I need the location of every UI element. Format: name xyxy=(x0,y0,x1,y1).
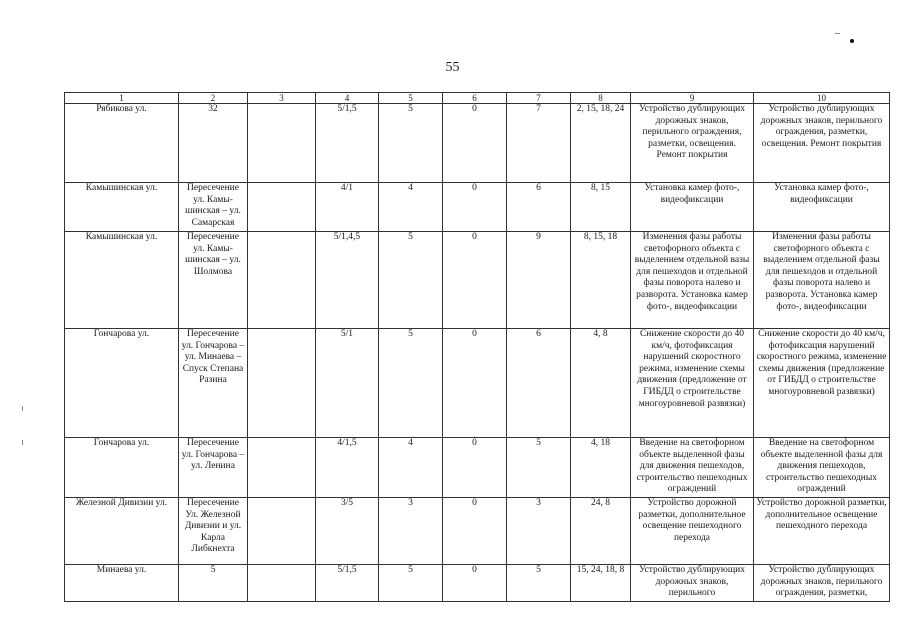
value-cell: 0 xyxy=(443,438,507,498)
measures-cell: Устройство дублирующих дорожных знаков, перильного ограждения, разметки, освещения. Ремонт покрытия xyxy=(631,104,754,183)
column-header: 7 xyxy=(507,93,571,104)
value-cell: 0 xyxy=(443,183,507,232)
value-cell: 3 xyxy=(379,498,443,565)
factor-codes-cell: 24, 8 xyxy=(571,498,631,565)
column-header: 1 xyxy=(65,93,179,104)
scan-mark xyxy=(22,406,23,411)
scan-mark xyxy=(835,33,840,34)
value-cell: 6 xyxy=(507,329,571,438)
value-cell: 4/1 xyxy=(316,183,379,232)
measures-cell: Установка камер фото-, видеофиксации xyxy=(754,183,890,232)
location-cell: Пересечение ул. Гончарова – ул. Ленина xyxy=(179,438,248,498)
factor-codes-cell: 8, 15 xyxy=(571,183,631,232)
column-header: 6 xyxy=(443,93,507,104)
value-cell: 5/1,5 xyxy=(316,565,379,602)
empty-cell xyxy=(248,183,316,232)
street-cell: Рябикова ул. xyxy=(65,104,179,183)
value-cell: 6 xyxy=(507,183,571,232)
table-row xyxy=(65,438,890,498)
scan-mark xyxy=(22,440,23,445)
factor-codes-cell: 4, 18 xyxy=(571,438,631,498)
value-cell: 0 xyxy=(443,232,507,329)
street-cell: Железной Дивизии ул. xyxy=(65,498,179,565)
street-cell: Камышинская ул. xyxy=(65,183,179,232)
street-cell: Камышинская ул. xyxy=(65,232,179,329)
column-header: 5 xyxy=(379,93,443,104)
value-cell: 9 xyxy=(507,232,571,329)
measures-cell: Изменения фазы работы светофорного объекта с выделением отдельной фазы для пешеходов и отдельной фазы поворота налево и разворота. Установка камер фото-, видеофиксации xyxy=(754,232,890,329)
value-cell: 4 xyxy=(379,438,443,498)
empty-cell xyxy=(248,329,316,438)
location-cell: Пересечение ул. Гончарова – ул. Минаева – Спуск Степана Разина xyxy=(179,329,248,438)
empty-cell xyxy=(248,232,316,329)
location-cell: 5 xyxy=(179,565,248,602)
table-row xyxy=(65,565,890,602)
measures-cell: Снижение скорости до 40 км/ч, фотофиксация нарушений скоростного режима, изменение схемы движения (предложение от ГИБДД о строительстве многоуровневой развязки) xyxy=(631,329,754,438)
value-cell: 0 xyxy=(443,104,507,183)
value-cell: 4 xyxy=(379,183,443,232)
value-cell: 3 xyxy=(507,498,571,565)
column-header: 9 xyxy=(631,93,754,104)
measures-cell: Установка камер фото-, видеофиксации xyxy=(631,183,754,232)
value-cell: 5 xyxy=(379,329,443,438)
table-row xyxy=(65,104,890,183)
value-cell: 5/1,4,5 xyxy=(316,232,379,329)
measures-cell: Устройство дублирующих дорожных знаков, перильного ограждения, разметки, освещения. Ремонт покрытия xyxy=(754,104,890,183)
measures-cell: Изменения фазы работы светофорного объекта с выделением отдельной вазы для пешеходов и отдельной фазы поворота налево и разворота. Установка камер фото-, видеофиксации xyxy=(631,232,754,329)
data-table xyxy=(64,92,890,602)
factor-codes-cell: 15, 24, 18, 8 xyxy=(571,565,631,602)
street-cell: Минаева ул. xyxy=(65,565,179,602)
column-header: 8 xyxy=(571,93,631,104)
column-header: 3 xyxy=(248,93,316,104)
header-row xyxy=(65,93,890,104)
page-number: 55 xyxy=(445,60,460,75)
factor-codes-cell: 8, 15, 18 xyxy=(571,232,631,329)
value-cell: 5/1 xyxy=(316,329,379,438)
measures-cell: Введение на светофорном объекте выделенной фазы для движения пешеходов, строительство пешеходных ограждений xyxy=(631,438,754,498)
table-row xyxy=(65,232,890,329)
factor-codes-cell: 2, 15, 18, 24 xyxy=(571,104,631,183)
measures-cell: Устройство дублирующих дорожных знаков, перильного xyxy=(631,565,754,602)
column-header: 2 xyxy=(179,93,248,104)
measures-cell: Снижение скорости до 40 км/ч, фотофиксация нарушений скоростного режима, изменение схемы движения (предложение от ГИБДД о строительстве многоуровневой развязки) xyxy=(754,329,890,438)
table-row xyxy=(65,498,890,565)
value-cell: 7 xyxy=(507,104,571,183)
table-row xyxy=(65,183,890,232)
value-cell: 3/5 xyxy=(316,498,379,565)
measures-cell: Устройство дорожной разметки, дополнительное освещение пешеходного перехода xyxy=(754,498,890,565)
empty-cell xyxy=(248,104,316,183)
column-header: 10 xyxy=(754,93,890,104)
value-cell: 5 xyxy=(379,104,443,183)
measures-cell: Введение на светофорном объекте выделенной фазы для движения пешеходов, строительство пешеходных ограждений xyxy=(754,438,890,498)
value-cell: 5 xyxy=(507,565,571,602)
empty-cell xyxy=(248,438,316,498)
value-cell: 0 xyxy=(443,498,507,565)
street-cell: Гончарова ул. xyxy=(65,438,179,498)
street-cell: Гончарова ул. xyxy=(65,329,179,438)
location-cell: Пересечение Ул. Железной Дивизии и ул. Карла Либкнехта xyxy=(179,498,248,565)
empty-cell xyxy=(248,498,316,565)
column-header: 4 xyxy=(316,93,379,104)
value-cell: 4/1,5 xyxy=(316,438,379,498)
location-cell: 32 xyxy=(179,104,248,183)
factor-codes-cell: 4, 8 xyxy=(571,329,631,438)
value-cell: 0 xyxy=(443,565,507,602)
value-cell: 5 xyxy=(507,438,571,498)
value-cell: 0 xyxy=(443,329,507,438)
value-cell: 5/1,5 xyxy=(316,104,379,183)
measures-cell: Устройство дублирующих дорожных знаков, перильного ограждения, разметки, xyxy=(754,565,890,602)
table-row xyxy=(65,329,890,438)
measures-cell: Устройство дорожной разметки, дополнительное освещение пешеходного перехода xyxy=(631,498,754,565)
scan-speck xyxy=(850,39,854,43)
empty-cell xyxy=(248,565,316,602)
value-cell: 5 xyxy=(379,232,443,329)
value-cell: 5 xyxy=(379,565,443,602)
location-cell: Пересечение ул. Камы-шинская – ул. Самарская xyxy=(179,183,248,232)
location-cell: Пересечение ул. Камы-шинская – ул. Шолмова xyxy=(179,232,248,329)
